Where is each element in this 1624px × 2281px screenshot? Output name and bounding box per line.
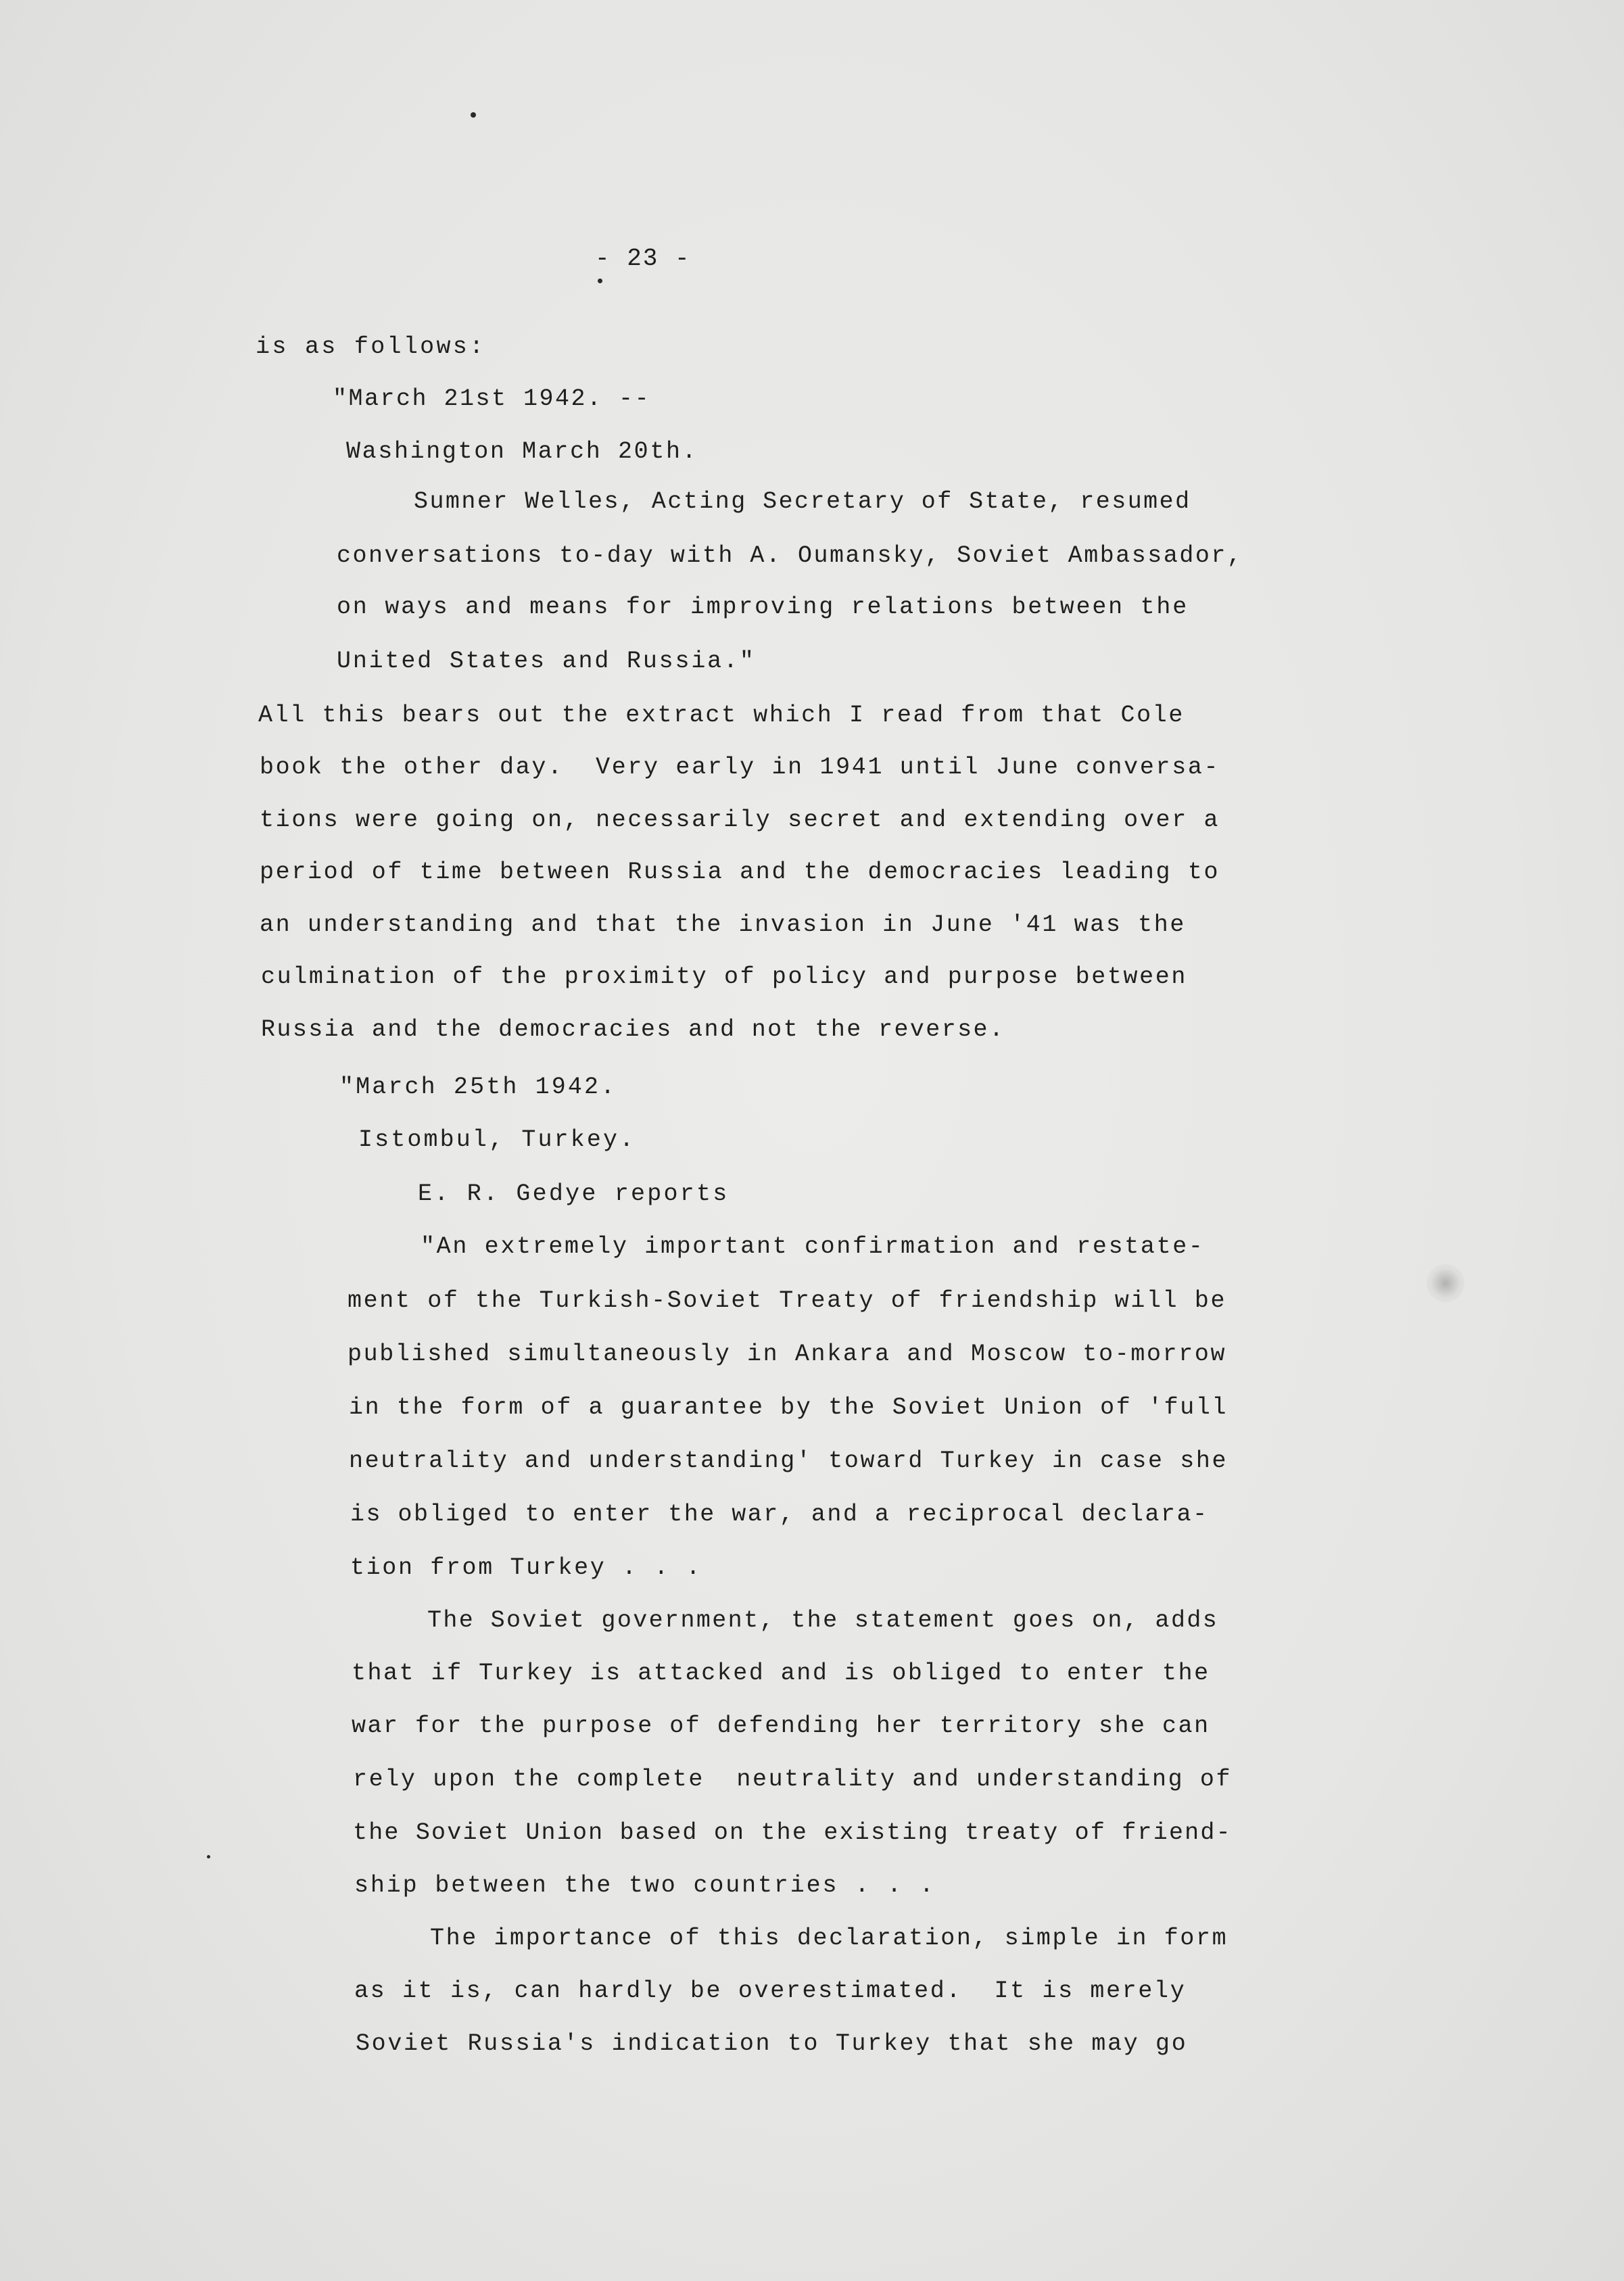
text-line: book the other day. Very early in 1941 until June conversa-	[260, 754, 1220, 781]
text-line: "An extremely important confirmation and restate-	[421, 1233, 1205, 1260]
text-line: period of time between Russia and the democracies leading to	[260, 859, 1220, 886]
ink-speck	[598, 279, 602, 283]
text-line: an understanding and that the invasion in June '41 was the	[260, 911, 1186, 938]
ink-speck	[207, 1855, 210, 1858]
text-line: published simultaneously in Ankara and Moscow to-morrow	[348, 1341, 1227, 1368]
text-line: The importance of this declaration, simple in form	[430, 1925, 1228, 1952]
page-number: - 23 -	[595, 245, 691, 272]
text-line: Russia and the democracies and not the reverse.	[261, 1016, 1005, 1043]
text-line: All this bears out the extract which I read from that Cole	[258, 702, 1185, 729]
text-line: ship between the two countries . . .	[354, 1872, 936, 1899]
paper-smudge	[1427, 1264, 1464, 1302]
text-line: neutrality and understanding' toward Turkey in case she	[349, 1447, 1228, 1474]
text-line: rely upon the complete neutrality and understanding of	[353, 1766, 1233, 1793]
text-line: Sumner Welles, Acting Secretary of State, resumed	[414, 488, 1191, 515]
text-line: is obliged to enter the war, and a reciprocal declara-	[350, 1501, 1209, 1528]
text-line: the Soviet Union based on the existing treaty of friend-	[353, 1819, 1232, 1846]
text-line: ment of the Turkish-Soviet Treaty of friendship will be	[348, 1287, 1227, 1314]
text-line: war for the purpose of defending her territory she can	[352, 1712, 1210, 1739]
text-line: conversations to-day with A. Oumansky, Soviet Ambassador,	[337, 542, 1243, 569]
text-line: tions were going on, necessarily secret and extending over a	[260, 807, 1220, 834]
text-line: Washington March 20th.	[346, 438, 698, 465]
text-line: is as follows:	[256, 333, 486, 360]
text-line: that if Turkey is attacked and is obliged to enter the	[352, 1660, 1210, 1687]
text-line: "March 21st 1942. --	[333, 385, 651, 412]
text-line: The Soviet government, the statement goes on, adds	[427, 1607, 1219, 1634]
text-line: "March 25th 1942.	[339, 1074, 617, 1101]
text-line: tion from Turkey . . .	[350, 1554, 702, 1581]
ink-speck	[471, 112, 476, 118]
text-line: Soviet Russia's indication to Turkey that she may go	[356, 2030, 1188, 2057]
text-line: Istombul, Turkey.	[358, 1126, 636, 1153]
text-line: culmination of the proximity of policy and purpose between	[261, 963, 1187, 990]
text-line: United States and Russia."	[337, 648, 756, 675]
text-line: E. R. Gedye reports	[418, 1180, 730, 1207]
text-line: in the form of a guarantee by the Soviet Union of 'full	[349, 1394, 1228, 1421]
text-line: on ways and means for improving relations between the	[337, 594, 1189, 621]
text-line: as it is, can hardly be overestimated. It is merely	[354, 1977, 1187, 2004]
